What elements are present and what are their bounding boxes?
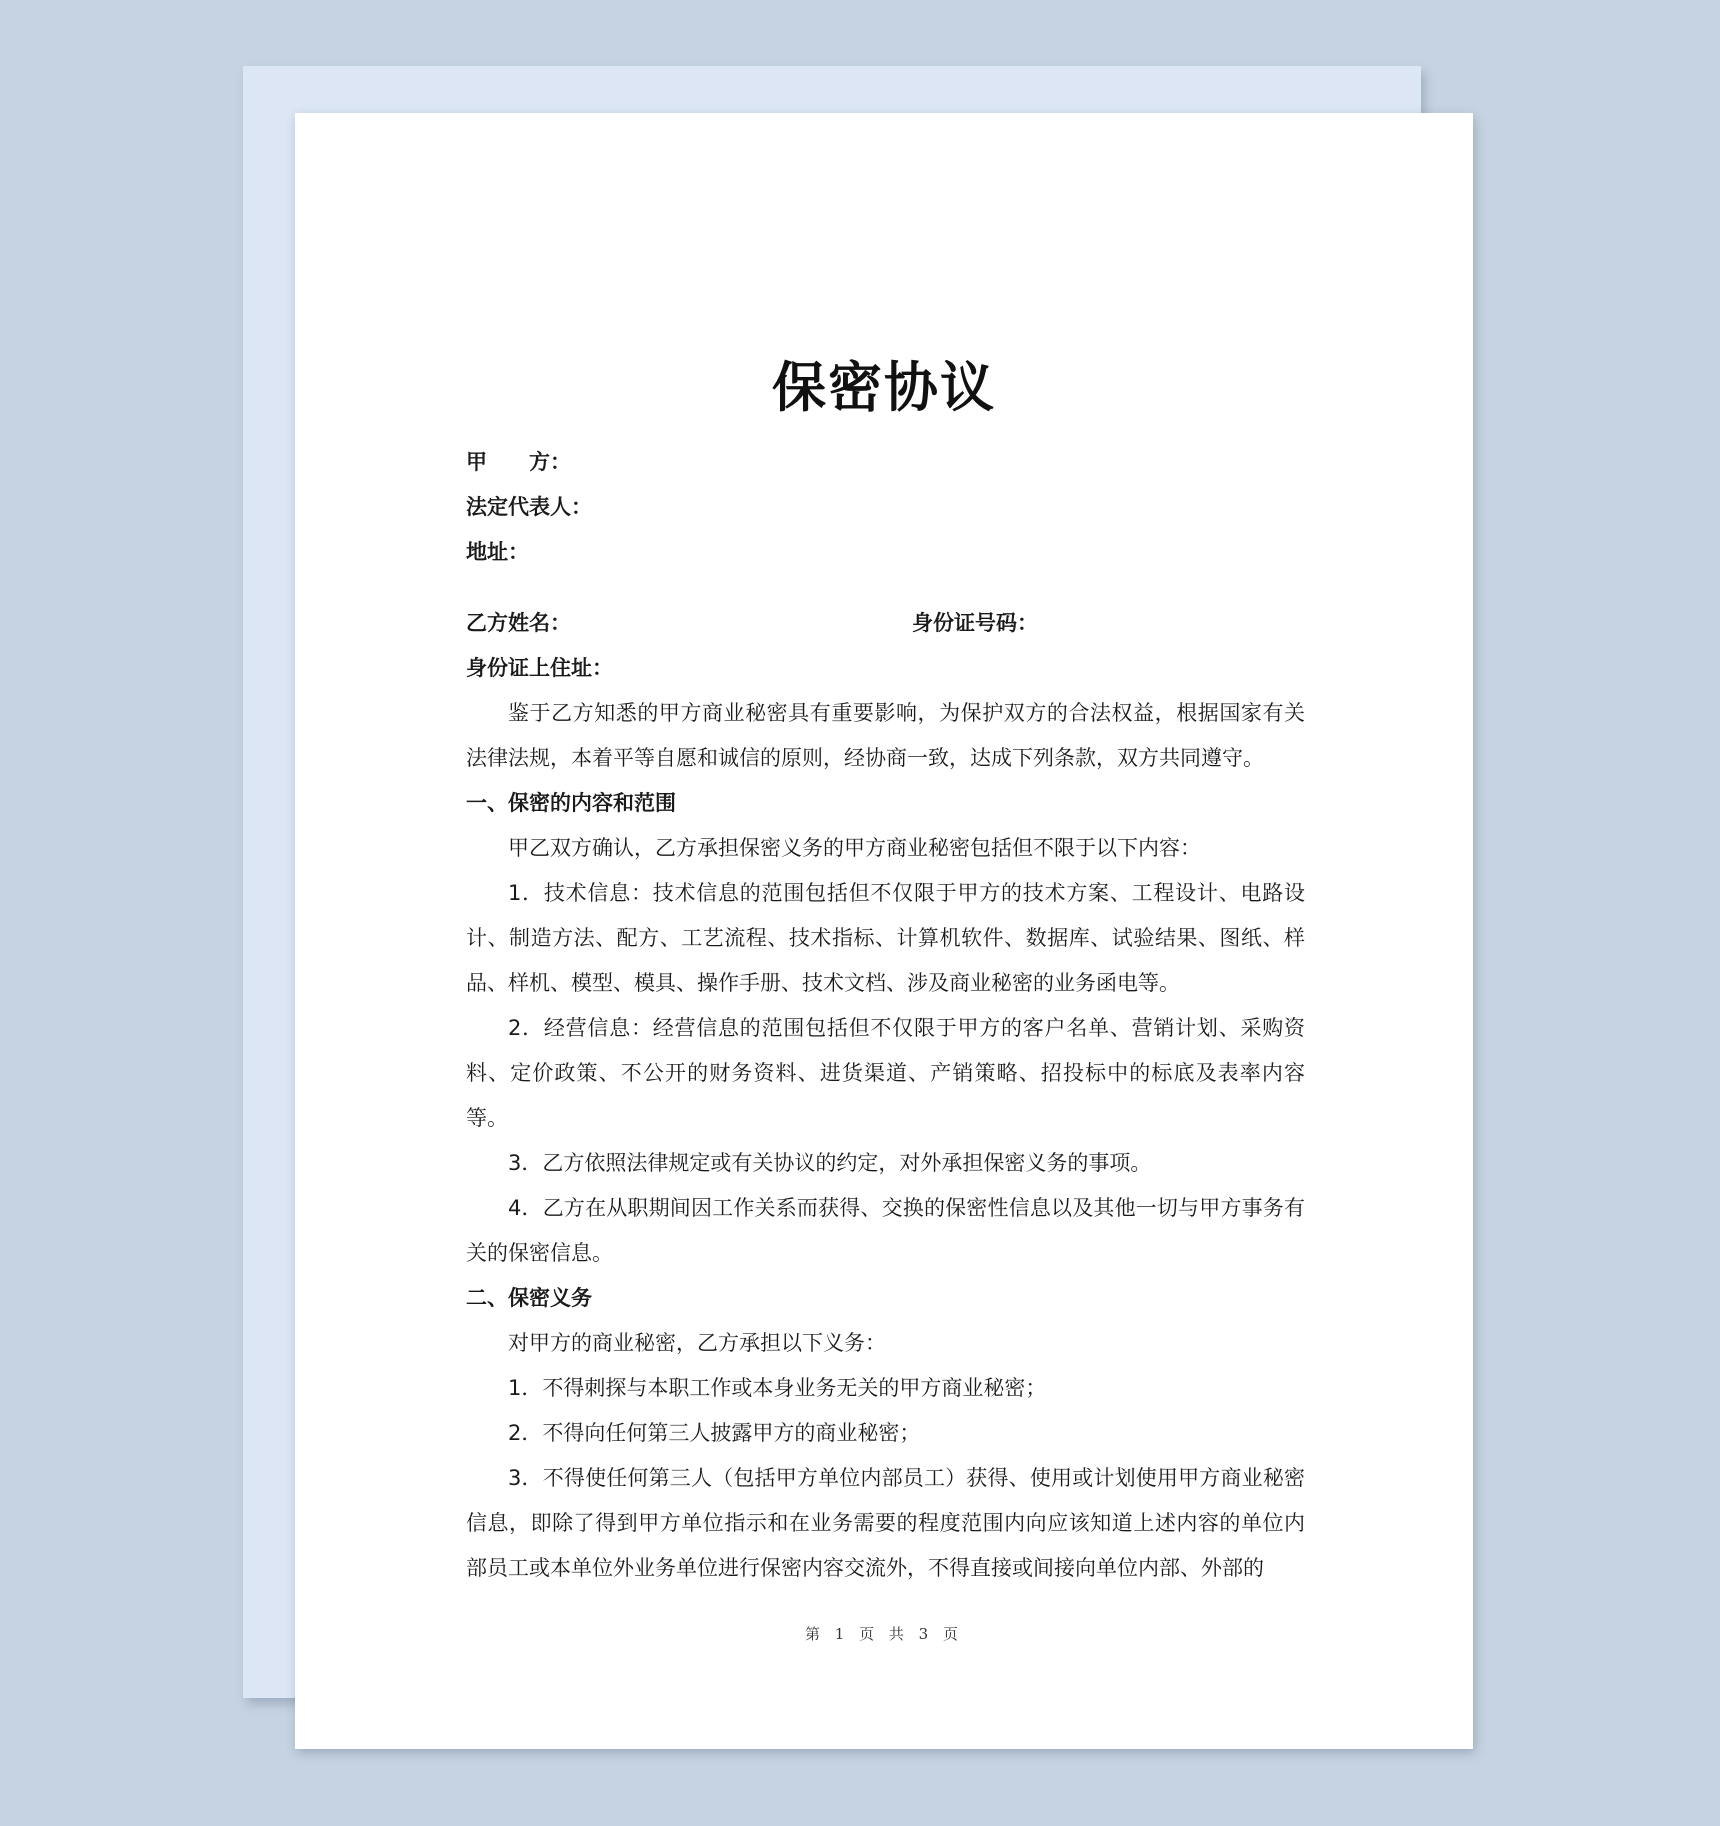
party-b-name-label: 乙方姓名：: [466, 611, 571, 635]
document-page: [295, 113, 1473, 1749]
id-address-label: 身份证上住址：: [466, 656, 613, 680]
section2-heading: 二、保密义务: [466, 1286, 592, 1310]
page-footer: 第 1 页 共 3 页: [805, 1625, 963, 1643]
section1-item-3: 3．乙方依照法律规定或有关协议的约定，对外承担保密义务的事项。: [508, 1151, 1152, 1175]
section1-item-1: 1．技术信息：技术信息的范围包括但不仅限于甲方的技术方案、工程设计、电路设计、制造方法、配方、工艺流程、技术指标、计算机软件、数据库、试验结果、图纸、样品、样机、模型、模具、操作手册、技术文档、涉及商业秘密的业务函电等。: [466, 881, 1305, 995]
party-a-label: 甲 方：: [466, 450, 571, 474]
section1-intro: 甲乙双方确认，乙方承担保密义务的甲方商业秘密包括但不限于以下内容：: [508, 836, 1201, 860]
section1-item-4: 4．乙方在从职期间因工作关系而获得、交换的保密性信息以及其他一切与甲方事务有关的保密信息。: [466, 1196, 1305, 1265]
id-number-label: 身份证号码：: [912, 611, 1038, 635]
section2-item-1: 1．不得刺探与本职工作或本身业务无关的甲方商业秘密；: [508, 1376, 1047, 1400]
document-title: 保密协议: [772, 356, 996, 419]
section2-item-3: 3．不得使任何第三人（包括甲方单位内部员工）获得、使用或计划使用甲方商业秘密信息，即除了得到甲方单位指示和在业务需要的程度范围内向应该知道上述内容的单位内部员工或本单位外业务单位进行保密内容交流外，不得直接或间接向单位内部、外部的: [466, 1466, 1305, 1580]
legal-rep-label: 法定代表人：: [466, 495, 592, 519]
section2-intro: 对甲方的商业秘密，乙方承担以下义务：: [508, 1331, 886, 1355]
address-label: 地址：: [466, 540, 529, 564]
preamble-paragraph: 鉴于乙方知悉的甲方商业秘密具有重要影响，为保护双方的合法权益，根据国家有关法律法规，本着平等自愿和诚信的原则，经协商一致，达成下列条款，双方共同遵守。: [466, 701, 1305, 770]
document-body: [466, 440, 1305, 1591]
section1-heading: 一、保密的内容和范围: [466, 791, 676, 815]
section1-item-2: 2．经营信息：经营信息的范围包括但不仅限于甲方的客户名单、营销计划、采购资料、定价政策、不公开的财务资料、进货渠道、产销策略、招投标中的标底及表率内容等。: [466, 1016, 1305, 1130]
party-b-row: [466, 601, 1305, 646]
section2-item-2: 2．不得向任何第三人披露甲方的商业秘密；: [508, 1421, 921, 1445]
